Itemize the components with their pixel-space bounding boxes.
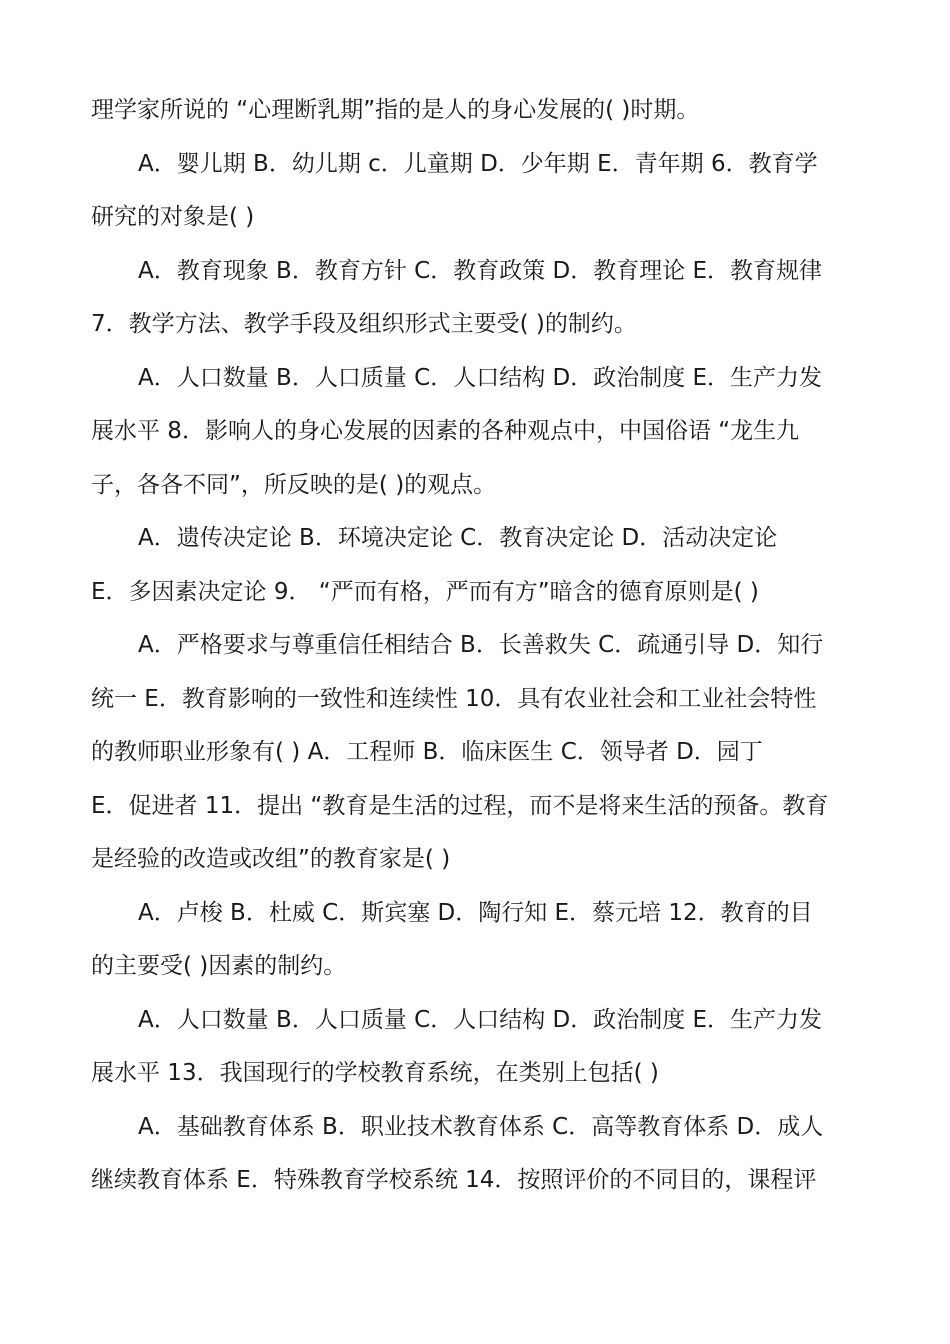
text-line: E．促进者 11．提出 “教育是生活的过程，而不是将来生活的预备。教育 — [91, 793, 829, 819]
text-line: A．教育现象 B．教育方针 C．教育政策 D．教育理论 E．教育规律 — [138, 258, 823, 284]
text-line: 统一 E．教育影响的一致性和连续性 10．具有农业社会和工业社会特性 — [91, 686, 817, 712]
text-line: 展水平 13．我国现行的学校教育系统，在类别上包括( ) — [91, 1060, 659, 1086]
text-line: 7．教学方法、教学手段及组织形式主要受( )的制约。 — [91, 311, 637, 337]
text-line: 子，各各不同”，所反映的是( )的观点。 — [91, 472, 497, 498]
text-line: 继续教育体系 E．特殊教育学校系统 14．按照评价的不同目的，课程评 — [91, 1167, 817, 1193]
text-line: E．多因素决定论 9． “严而有格，严而有方”暗含的德育原则是( ) — [91, 579, 759, 605]
text-line: A．人口数量 B．人口质量 C．人口结构 D．政治制度 E．生产力发 — [138, 1007, 823, 1033]
text-line: A．严格要求与尊重信任相结合 B．长善救失 C．疏通引导 D．知行 — [138, 632, 824, 658]
text-line: A．人口数量 B．人口质量 C．人口结构 D．政治制度 E．生产力发 — [138, 365, 823, 391]
text-line: 的主要受( )因素的制约。 — [91, 953, 347, 979]
text-line: 是经验的改造或改组”的教育家是( ) — [91, 846, 451, 872]
text-line: A．婴儿期 B．幼儿期 c．儿童期 D．少年期 E．青年期 6．教育学 — [138, 151, 818, 177]
text-line: 理学家所说的 “心理断乳期”指的是人的身心发展的( )时期。 — [91, 97, 700, 123]
text-line: 的教师职业形象有( ) A．工程师 B．临床医生 C．领导者 D．园丁 — [91, 739, 763, 765]
text-line: A．遗传决定论 B．环境决定论 C．教育决定论 D．活动决定论 — [138, 525, 778, 551]
text-line: 展水平 8．影响人的身心发展的因素的各种观点中，中国俗语 “龙生九 — [91, 418, 800, 444]
text-line: 研究的对象是( ) — [91, 204, 255, 230]
text-line: A．卢梭 B．杜威 C．斯宾塞 D．陶行知 E．蔡元培 12．教育的目 — [138, 900, 813, 926]
text-line: A．基础教育体系 B．职业技术教育体系 C．高等教育体系 D．成人 — [138, 1114, 824, 1140]
